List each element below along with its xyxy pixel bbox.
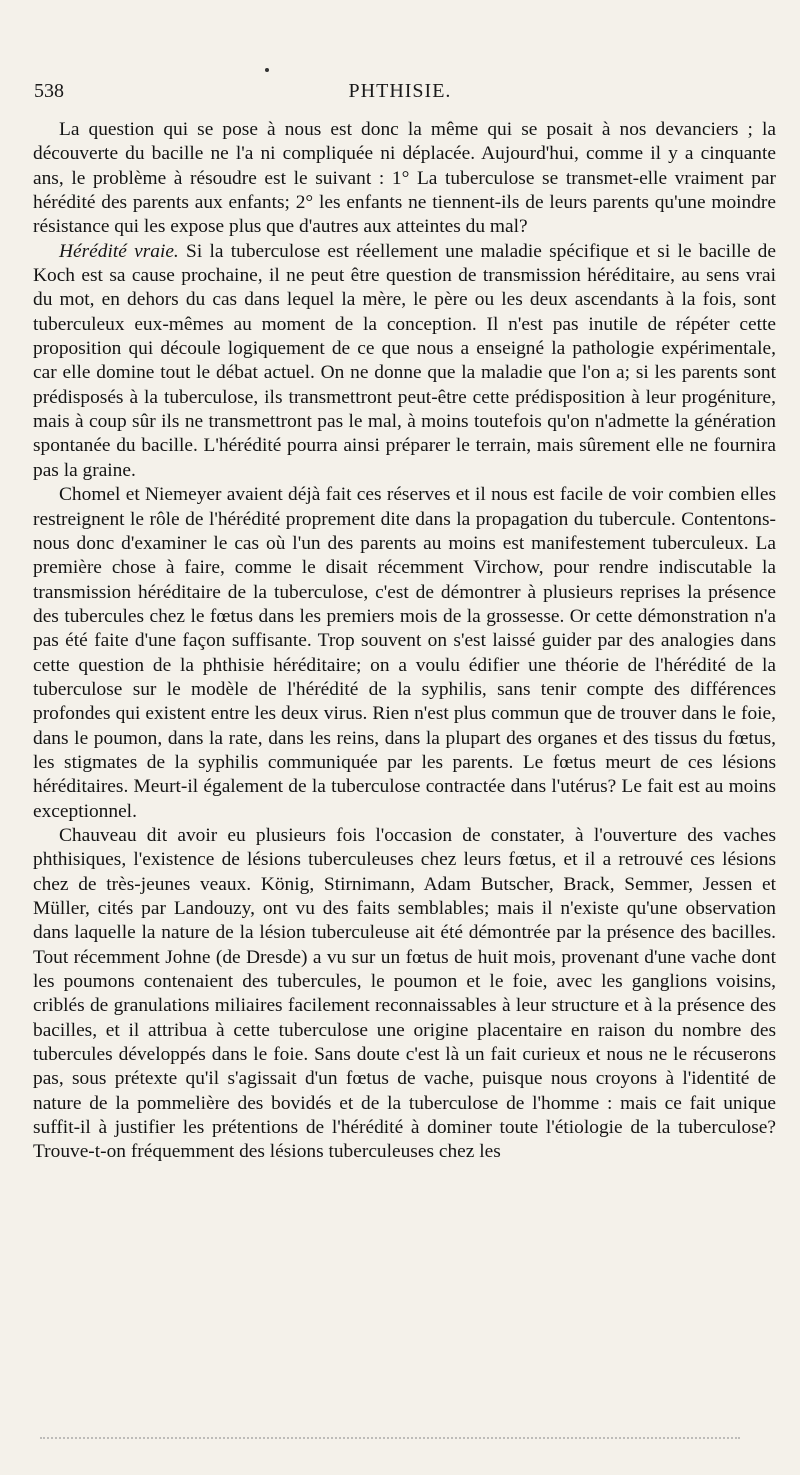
paragraph bbox=[33, 118, 776, 240]
body-text bbox=[33, 118, 776, 1165]
paragraph bbox=[33, 824, 776, 1165]
running-title: PHTHISIE. bbox=[348, 80, 452, 102]
paragraph-text: Si la tuberculose est réellement une maladie spécifique et si le bacille de Koch est sa cause prochaine, il ne peut être question de transmission héréditaire, au sens vrai du mot, en dehors du cas dans lequel la mère, le père ou les deux ascendants à la fois, sont tuberculeux eux-mêmes au moment de la conception. Il n'est pas inutile de répéter cette proposition qui découle logiquement de ce que nous a enseigné la pathologie expérimentale, car elle domine tout le débat actuel. On ne donne que la maladie que l'on a; si les parents sont prédisposés à la tuberculose, ils transmettront peut-être cette prédisposition à leur progéniture, mais à coup sûr ils ne transmettront pas le mal, à moins toutefois qu'on n'admette la génération spontanée du bacille. L'hérédité pourra ainsi préparer le terrain, mais sûrement elle ne fournira pas la graine. bbox=[33, 240, 776, 481]
paragraph-text: Chauveau dit avoir eu plusieurs fois l'occasion de constater, à l'ouverture des vaches phthisiques, l'existence de lésions tuberculeuses chez leurs fœtus, et il a retrouvé ces lésions chez de très-jeunes veaux. König, Stirnimann, Adam Butscher, Brack, Semmer, Jessen et Müller, cités par Landouzy, ont vu des faits semblables; mais il n'existe qu'une observation dans laquelle la nature de la lésion tuberculeuse ait été démontrée par la présence des bacilles. Tout récemment Johne (de Dresde) a vu sur un fœtus de huit mois, provenant d'une vache dont les poumons contenaient des tubercules, le poumon et le foie, avec les ganglions voisins, criblés de granulations miliaires facilement reconnaissables à leur structure et à la présence des bacilles, et il attribua à cette tuberculose une origine placentaire en raison du nombre des tubercules développés dans le foie. Sans doute c'est là un fait curieux et nous ne le récuserons pas, sous prétexte qu'il s'agissait d'un fœtus de vache, puisque nous croyons à l'identité de nature de la pommelière des bovidés et de la tuberculose de l'homme : mais ce fait unique suffit-il à justifier les prétentions de l'hérédité à dominer toute l'étiologie de la tuberculose? Trouve-t-on fréquemment des lésions tuberculeuses chez les bbox=[33, 824, 776, 1163]
page-header bbox=[30, 80, 770, 110]
section-lead: Hérédité vraie. bbox=[59, 240, 179, 262]
paragraph-text: Chomel et Niemeyer avaient déjà fait ces réserves et il nous est facile de voir combien elles restreignent le rôle de l'hérédité proprement dite dans la propagation du tubercule. Contentons-nous donc d'examiner le cas où l'un des parents au moins est manifestement tuberculeux. La première chose à faire, comme le disait récemment Virchow, pour rendre indiscutable la transmission héréditaire de la tuberculose, c'est de démontrer à plusieurs reprises la présence des tubercules chez le fœtus dans les premiers mois de la grossesse. Or cette démonstration n'a pas été faite d'une façon suffisante. Trop souvent on s'est laissé guider par des analogies dans cette question de la phthisie héréditaire; on a voulu édifier une théorie de l'hérédité de la tuberculose sur le modèle de l'hérédité de la syphilis, sans tenir compte des différences profondes qui existent entre les deux virus. Rien n'est plus commun que de trouver dans le foie, dans le poumon, dans la rate, dans les reins, dans la plupart des organes et des tissus du fœtus, les stigmates de la syphilis communiquée par les parents. Le fœtus meurt de ces lésions héréditaires. Meurt-il également de la tuberculose contractée dans l'utérus? Le fait est au moins exceptionnel. bbox=[33, 484, 776, 822]
paragraph-text: La question qui se pose à nous est donc la même qui se posait à nos devanciers ; la découverte du bacille ne l'a ni compliquée ni déplacée. Aujourd'hui, comme il y a cinquante ans, le problème à résoudre est le suivant : 1° La tuberculose se transmet-elle vraiment par hérédité des parents aux enfants; 2° les enfants ne tiennent-ils de leurs parents qu'une moindre résistance qui les expose plus que d'autres aux atteintes du mal? bbox=[33, 119, 776, 238]
paragraph bbox=[33, 483, 776, 824]
ink-speck bbox=[265, 68, 269, 72]
paragraph bbox=[33, 240, 776, 483]
footer-dotted-rule bbox=[40, 1437, 740, 1443]
page-number: 538 bbox=[34, 80, 64, 102]
